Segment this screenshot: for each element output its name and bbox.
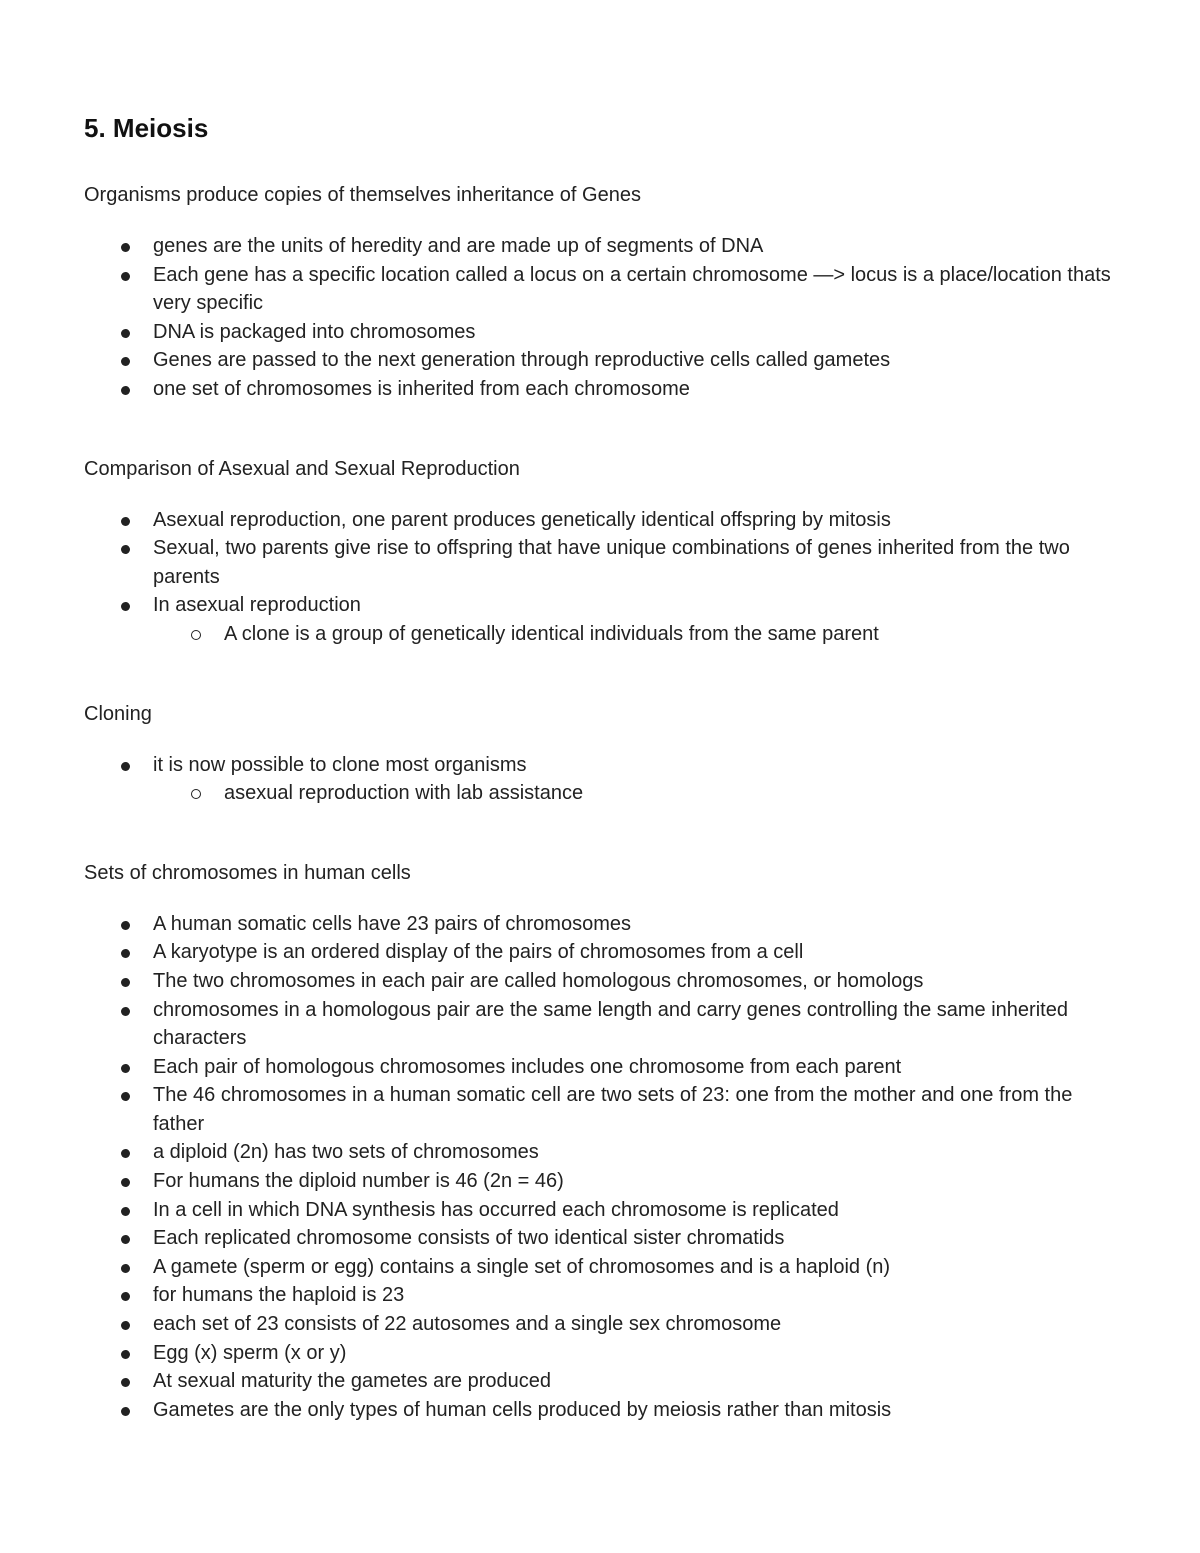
bullet-list xyxy=(84,751,1124,808)
list-item: For humans the diploid number is 46 (2n = 46) xyxy=(84,1167,1124,1196)
list-item: The 46 chromosomes in a human somatic cell are two sets of 23: one from the mother and one from the father xyxy=(84,1081,1124,1138)
list-item: chromosomes in a homologous pair are the same length and carry genes controlling the same inherited characters xyxy=(84,996,1124,1053)
section-heading: Sets of chromosomes in human cells xyxy=(84,861,411,884)
bullet-list xyxy=(84,910,1124,1425)
sub-list-item: asexual reproduction with lab assistance xyxy=(84,779,1124,808)
list-item: Each replicated chromosome consists of two identical sister chromatids xyxy=(84,1224,1124,1253)
list-item: A gamete (sperm or egg) contains a single set of chromosomes and is a haploid (n) xyxy=(84,1253,1124,1282)
list-item: In a cell in which DNA synthesis has occurred each chromosome is replicated xyxy=(84,1196,1124,1225)
section-heading: Organisms produce copies of themselves inheritance of Genes xyxy=(84,184,641,206)
bullet-list xyxy=(84,232,1124,404)
section-reproduction-comparison xyxy=(84,455,1124,649)
section-heading: Comparison of Asexual and Sexual Reproduction xyxy=(84,457,520,480)
section-cloning xyxy=(84,700,1124,808)
list-item: Sexual, two parents give rise to offspring that have unique combinations of genes inherited from the two parents xyxy=(84,534,1124,591)
document-page xyxy=(84,112,1124,1424)
list-item: A human somatic cells have 23 pairs of chromosomes xyxy=(84,910,1124,939)
list-item: In asexual reproduction xyxy=(84,591,1124,620)
list-item: Egg (x) sperm (x or y) xyxy=(84,1339,1124,1368)
list-item: Each pair of homologous chromosomes includes one chromosome from each parent xyxy=(84,1053,1124,1082)
list-item: Each gene has a specific location called a locus on a certain chromosome —> locus is a place/location thats very specific xyxy=(84,261,1124,318)
section-chromosome-sets xyxy=(84,859,1124,1425)
list-item: Genes are passed to the next generation through reproductive cells called gametes xyxy=(84,346,1124,375)
list-item: Gametes are the only types of human cells produced by meiosis rather than mitosis xyxy=(84,1396,1124,1425)
list-item: Asexual reproduction, one parent produces genetically identical offspring by mitosis xyxy=(84,506,1124,535)
list-item: a diploid (2n) has two sets of chromosomes xyxy=(84,1138,1124,1167)
section-inheritance xyxy=(84,181,1124,404)
list-item: DNA is packaged into chromosomes xyxy=(84,318,1124,347)
bullet-list xyxy=(84,506,1124,649)
list-item: A karyotype is an ordered display of the pairs of chromosomes from a cell xyxy=(84,938,1124,967)
list-item: The two chromosomes in each pair are called homologous chromosomes, or homologs xyxy=(84,967,1124,996)
list-item: At sexual maturity the gametes are produced xyxy=(84,1367,1124,1396)
list-item: genes are the units of heredity and are made up of segments of DNA xyxy=(84,232,1124,261)
section-heading: Cloning xyxy=(84,702,152,725)
list-item: one set of chromosomes is inherited from each chromosome xyxy=(84,375,1124,404)
document-title: 5. Meiosis xyxy=(84,113,209,143)
list-item: it is now possible to clone most organisms xyxy=(84,751,1124,780)
list-item: for humans the haploid is 23 xyxy=(84,1281,1124,1310)
list-item: each set of 23 consists of 22 autosomes and a single sex chromosome xyxy=(84,1310,1124,1339)
sub-list-item: A clone is a group of genetically identical individuals from the same parent xyxy=(84,620,1124,649)
